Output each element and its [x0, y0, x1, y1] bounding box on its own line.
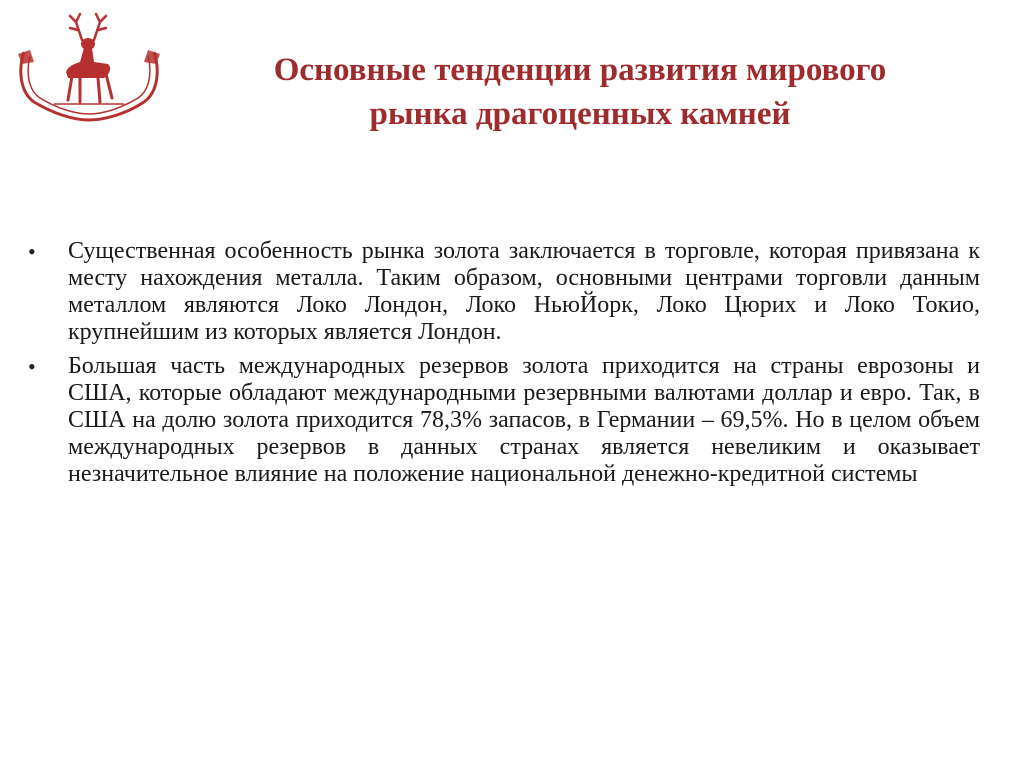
- bullet-text-1: Существенная особенность рынка золота заключается в торговле, которая привязана к месту нахождения металла. Таким образом, основными центрами торговли данным металлом являются Локо Лондон, Локо НьюЙорк, Локо Цюрих и Локо Токио, крупнейшим из которых является Лондон.: [68, 238, 980, 345]
- slide-title: [190, 48, 970, 136]
- title-line-1: Основные тенденции развития мирового: [273, 52, 887, 88]
- bullet-text-2: Большая часть международных резервов золота приходится на страны еврозоны и США, которые обладают международными резервными валютами доллар и евро. Так, в США на долю золота приходится 78,3% запасов, в Германии – 69,5%. Но в целом объем международных резервов в данных странах является невеликим и оказывает незначительное влияние на положение национальной денежно-кредитной системы: [68, 353, 980, 487]
- bullet-icon: •: [28, 239, 36, 264]
- bullet-list: [28, 238, 980, 495]
- bullet-item: [28, 238, 980, 346]
- bullet-icon: •: [28, 354, 36, 379]
- title-line-2: рынка драгоценных камней: [369, 96, 791, 132]
- deer-emblem-icon: [14, 10, 164, 128]
- bullet-item: [28, 353, 980, 488]
